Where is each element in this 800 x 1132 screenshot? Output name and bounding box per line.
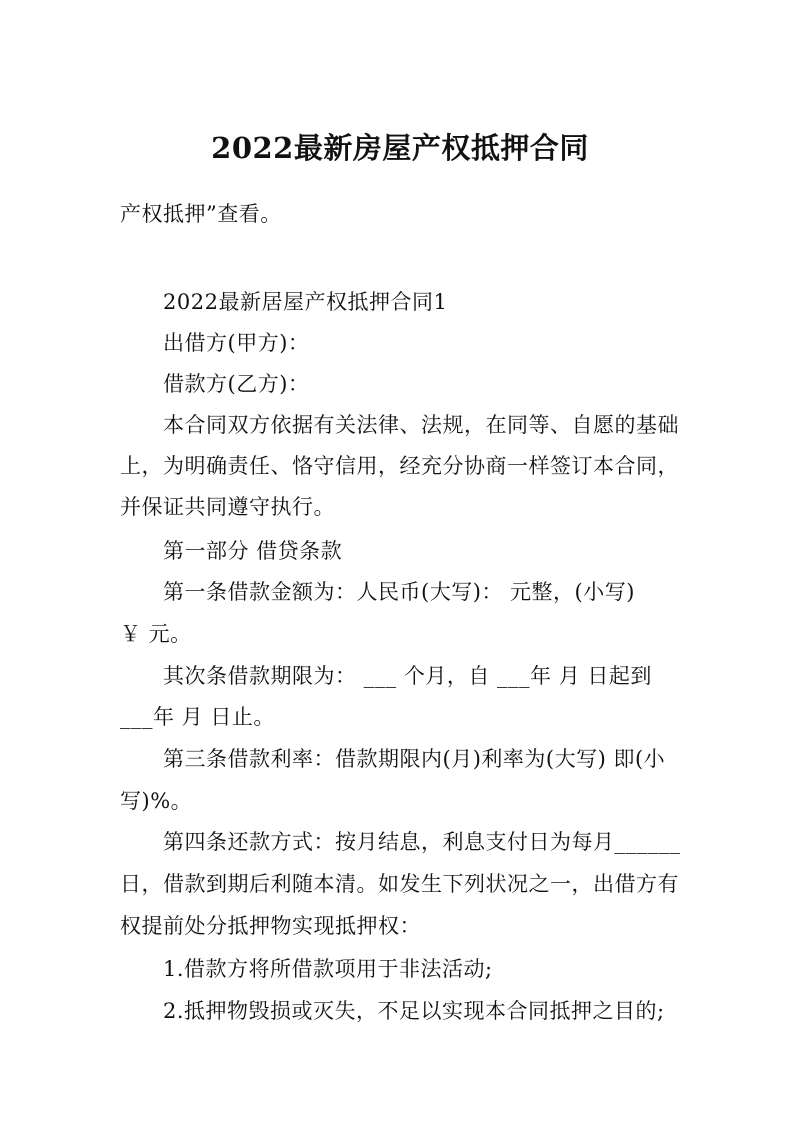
- article-4-line: 权提前处分抵押物实现抵押权：: [120, 914, 421, 938]
- article-1-line: 第一条借款金额为：人民币(大写)： 元整，(小写): [163, 580, 635, 604]
- part-one-heading: 第一部分 借贷条款: [163, 539, 343, 563]
- article-4-line: 第四条还款方式：按月结息，利息支付日为每月______: [163, 830, 681, 854]
- article-3-line: 第三条借款利率：借款期限内(月)利率为(大写) 即(小: [163, 747, 666, 771]
- article-3-line: 写)%。: [120, 789, 193, 813]
- list-item: 2.抵押物毁损或灭失，不足以实现本合同抵押之目的;: [163, 999, 665, 1023]
- article-4-line: 日，借款到期后利随本清。如发生下列状况之一，出借方有: [120, 872, 679, 896]
- continuation-text: 产权抵押”查看。: [120, 202, 282, 226]
- intro-paragraph-line: 并保证共同遵守执行。: [120, 495, 335, 519]
- article-2-line: ___年 月 日止。: [120, 705, 275, 729]
- intro-paragraph-line: 本合同双方依据有关法律、法规，在同等、自愿的基础: [163, 413, 679, 437]
- contract-subtitle: 2022最新居屋产权抵押合同1: [163, 290, 448, 314]
- article-2-line: 其次条借款期限为： ___ 个月，自 ___年 月 日起到: [163, 664, 652, 688]
- list-item: 1.借款方将所借款项用于非法活动;: [163, 957, 493, 981]
- article-1-line: ￥ 元。: [120, 622, 192, 646]
- intro-paragraph-line: 上，为明确责任、恪守信用，经充分协商一样签订本合同，: [120, 454, 679, 478]
- borrower-party-line: 借款方(乙方)：: [163, 372, 310, 396]
- document-title: 2022最新房屋产权抵押合同: [211, 131, 589, 165]
- lender-party-line: 出借方(甲方)：: [163, 331, 310, 355]
